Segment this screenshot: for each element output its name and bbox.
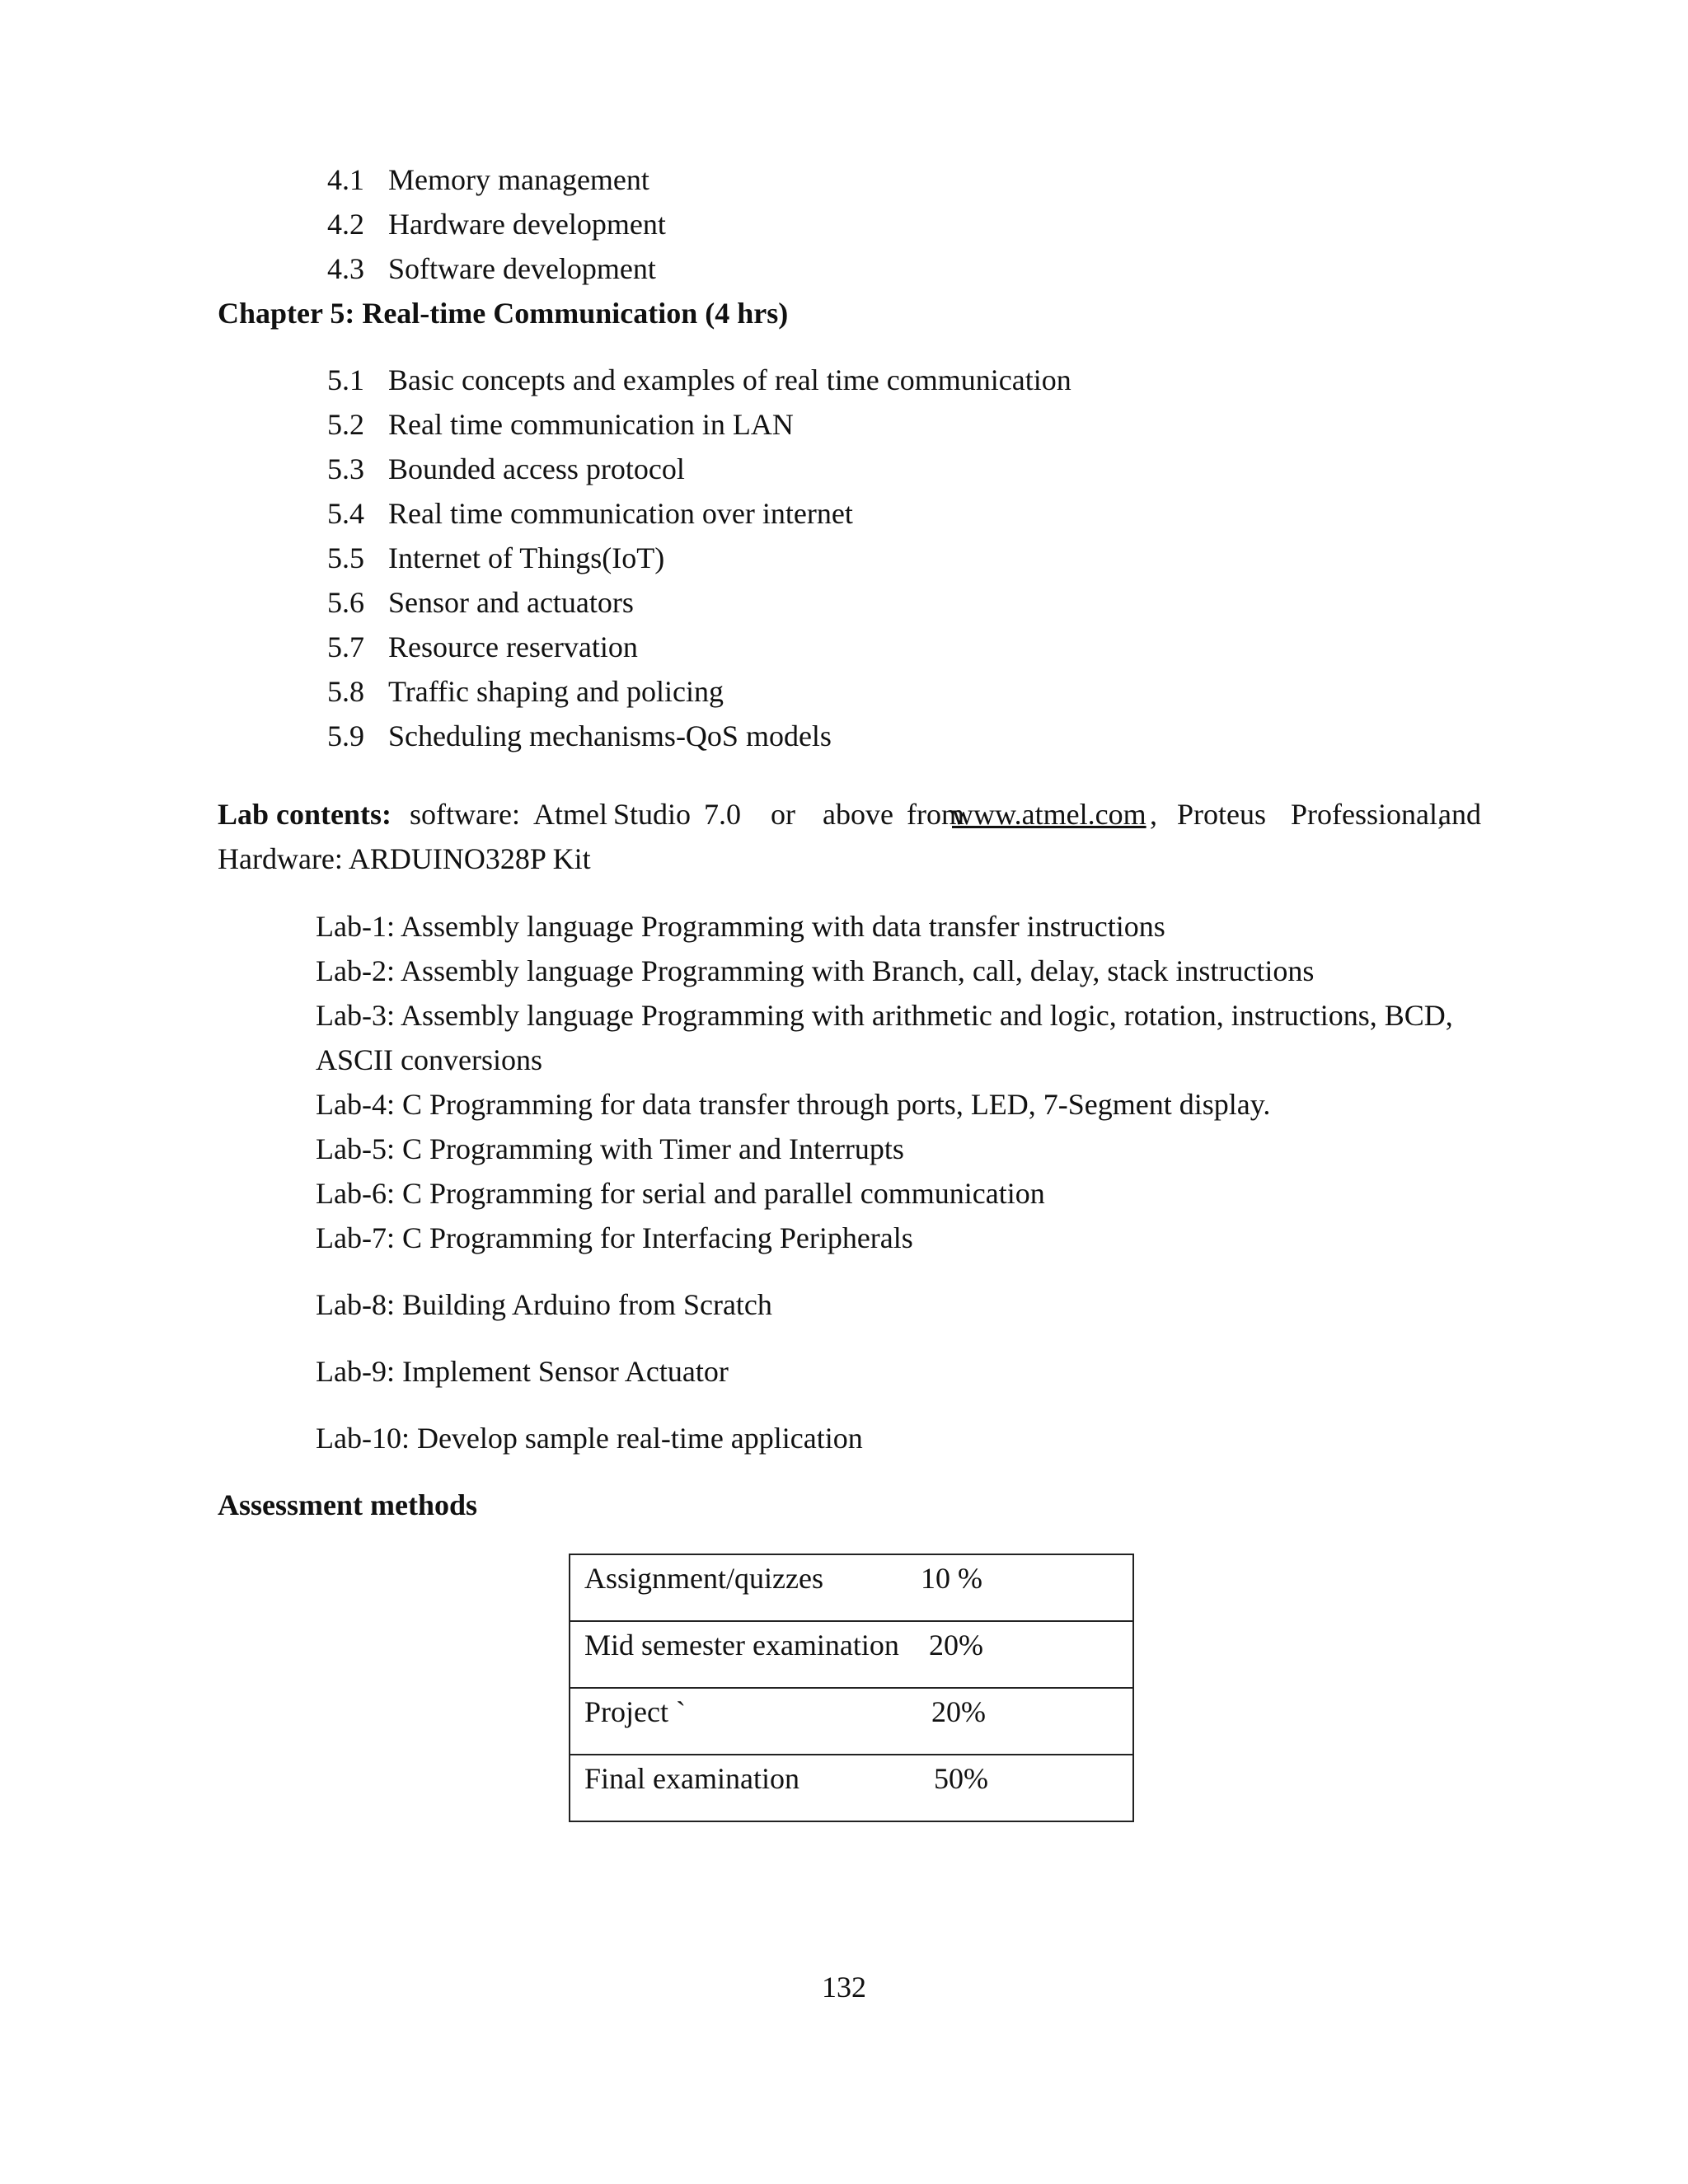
lab-item: Lab-9: Implement Sensor Actuator — [316, 1355, 729, 1388]
item-text: Traffic shaping and policing — [388, 675, 724, 708]
lab-contents-word: from — [907, 798, 964, 831]
item-number: 5.8 — [327, 675, 364, 708]
lab-item: Lab-4: C Programming for data transfer through ports, LED, 7-Segment display. — [316, 1088, 1271, 1121]
table-cell — [570, 1755, 1133, 1821]
lab-contents-word: and — [1438, 798, 1481, 831]
lab-item: Lab-7: C Programming for Interfacing Peripherals — [316, 1221, 913, 1254]
page-number: 132 — [822, 1971, 866, 2004]
lab-item: Lab-2: Assembly language Programming with Branch, call, delay, stack instructions — [316, 954, 1315, 987]
lab-contents-word: Studio — [613, 798, 692, 831]
lab-item: Lab-3: Assembly language Programming with arithmetic and logic, rotation, instructions, BCD, — [316, 999, 1453, 1032]
lab-item-continuation: ASCII conversions — [316, 1043, 542, 1076]
assessment-label: Assignment/quizzes — [584, 1562, 823, 1595]
item-text: Real time communication over internet — [388, 497, 853, 530]
assessment-value: 50% — [934, 1762, 988, 1795]
lab-contents-word: above — [823, 798, 893, 831]
lab-contents-word: software: — [410, 798, 520, 831]
lab-contents-word: Proteus — [1177, 798, 1266, 831]
table-row — [570, 1755, 1133, 1821]
assessment-value: 20% — [931, 1695, 986, 1728]
assessment-heading: Assessment methods — [218, 1488, 477, 1521]
item-text: Internet of Things(IoT) — [388, 541, 665, 574]
lab-contents-line-2: Hardware: ARDUINO328P Kit — [218, 842, 591, 875]
assessment-table — [569, 1554, 1134, 1822]
item-number: 5.4 — [327, 497, 364, 530]
lab-contents-word: , — [1150, 798, 1157, 831]
lab-item: Lab-1: Assembly language Programming with data transfer instructions — [316, 910, 1165, 943]
item-number: 4.2 — [327, 208, 364, 241]
item-number: 5.5 — [327, 541, 364, 574]
item-number: 5.2 — [327, 408, 364, 441]
assessment-label: Final examination — [584, 1762, 799, 1795]
assessment-value: 10 % — [921, 1562, 982, 1595]
lab-item: Lab-10: Develop sample real-time application — [316, 1422, 863, 1455]
item-number: 5.9 — [327, 719, 364, 752]
lab-contents-word: Atmel — [533, 798, 607, 831]
item-text: Bounded access protocol — [388, 452, 685, 485]
chapter-heading: Chapter 5: Real-time Communication (4 hrs) — [218, 297, 789, 330]
table-row — [570, 1688, 1133, 1755]
item-text: Sensor and actuators — [388, 586, 634, 619]
item-number: 5.7 — [327, 630, 364, 663]
item-text: Basic concepts and examples of real time communication — [388, 363, 1071, 396]
item-text: Memory management — [388, 163, 649, 196]
lab-contents-label: Lab contents: — [218, 798, 392, 831]
assessment-value: 20% — [929, 1629, 983, 1661]
table-cell — [570, 1554, 1133, 1621]
lab-contents-line-1 — [218, 799, 1484, 832]
lab-item: Lab-6: C Programming for serial and parallel communication — [316, 1177, 1045, 1210]
lab-item: Lab-8: Building Arduino from Scratch — [316, 1288, 772, 1321]
lab-contents-word: 7.0 — [704, 798, 741, 831]
item-text: Hardware development — [388, 208, 666, 241]
table-cell — [570, 1688, 1133, 1755]
table-row — [570, 1621, 1133, 1688]
table-row — [570, 1554, 1133, 1621]
item-text: Scheduling mechanisms-QoS models — [388, 719, 832, 752]
assessment-label: Project ` — [584, 1695, 686, 1728]
item-text: Resource reservation — [388, 630, 638, 663]
table-cell — [570, 1621, 1133, 1688]
assessment-label: Mid semester examination — [584, 1629, 899, 1661]
item-number: 4.1 — [327, 163, 364, 196]
item-text: Real time communication in LAN — [388, 408, 794, 441]
item-number: 5.3 — [327, 452, 364, 485]
lab-item: Lab-5: C Programming with Timer and Interrupts — [316, 1132, 904, 1165]
lab-contents-word: Professional, — [1291, 798, 1445, 831]
lab-contents-word: or — [771, 798, 795, 831]
item-text: Software development — [388, 252, 656, 285]
item-number: 5.6 — [327, 586, 364, 619]
item-number: 5.1 — [327, 363, 364, 396]
item-number: 4.3 — [327, 252, 364, 285]
atmel-link[interactable]: www.atmel.com — [952, 798, 1146, 831]
